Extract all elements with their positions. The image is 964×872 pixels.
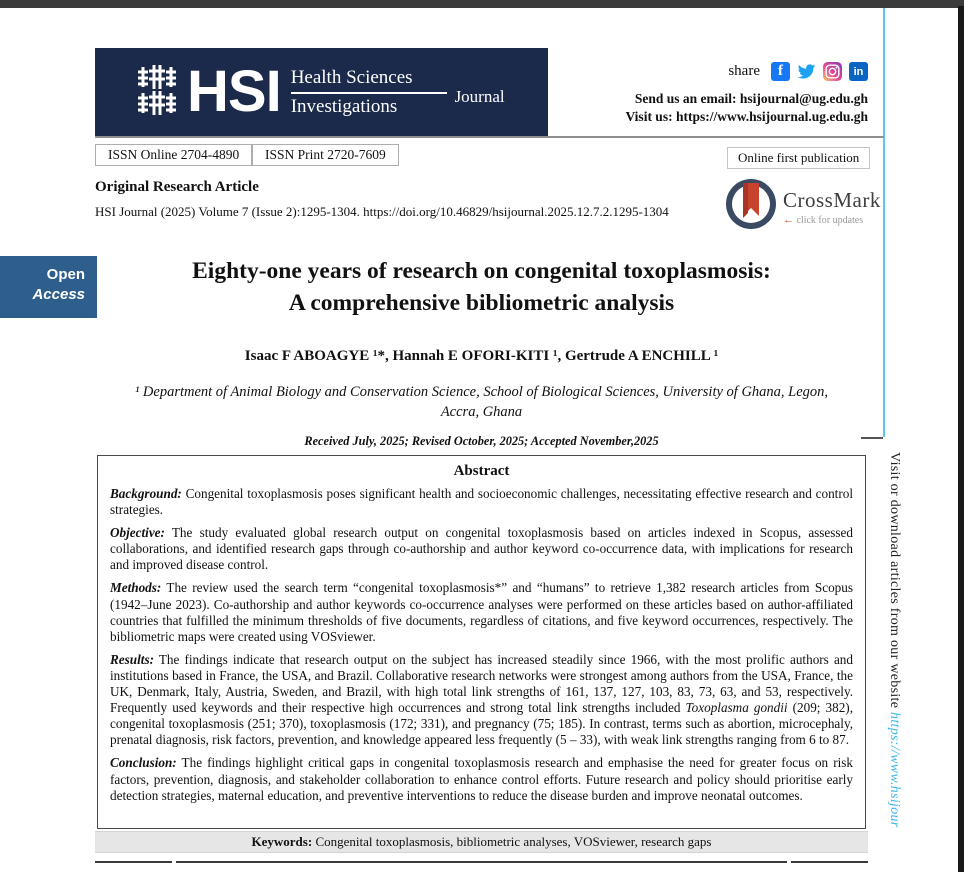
- methods-text: The review used the search term “congenital toxoplasmosis*” and “humans” to retrieve 1,382 research articles from Scopus (1942–June 2023). Co-authorship and author keywords co-occurrence analyses were performed on these articles based on author-affiliated countries that fulfilled the minimum thresholds of five documents, regardless of citations, and five keyword occurrences, respectively. The bibliometric maps were created using VOSviewer.: [110, 580, 853, 644]
- footer-rule-segment: [176, 861, 787, 863]
- objective-text: The study evaluated global research output on congenital toxoplasmosis based on articles indexed in Scopus, assessed collaborations, and identified research gaps through co-authorship and author keyword co-occurrence data, with implications for research and improved disease control.: [110, 525, 853, 573]
- issn-print-box: ISSN Print 2720-7609: [252, 144, 399, 166]
- article-title-line1: Eighty-one years of research on congenital toxoplasmosis:: [192, 258, 771, 284]
- footer-rule-segment: [95, 861, 172, 863]
- linkedin-letters: in: [853, 65, 864, 78]
- twitter-icon[interactable]: [797, 62, 816, 81]
- article-title: [95, 255, 868, 320]
- keywords-bar: [95, 831, 868, 853]
- authors-line: Isaac F ABOAGYE ¹*, Hannah E OFORI-KITI ¹, Gertrude A ENCHILL ¹: [244, 348, 719, 364]
- sidebar-vertical-label: Visit or download articles from our website: [887, 452, 902, 713]
- open-access-line1: Open: [46, 266, 85, 283]
- window-right-edge: [958, 6, 964, 872]
- crossmark-arrow-icon: ←: [783, 213, 794, 226]
- header-divider: [95, 136, 884, 138]
- instagram-icon[interactable]: [823, 62, 842, 81]
- share-label: share: [728, 63, 760, 79]
- abstract-background: [110, 486, 853, 518]
- abstract-results: [110, 652, 853, 749]
- background-text: Congenital toxoplasmosis poses significant health and socioeconomic challenges, necessitating effective research and control strategies.: [110, 486, 853, 518]
- hsi-logo-icon: [135, 63, 179, 122]
- keywords-text: Congenital toxoplasmosis, bibliometric analyses, VOSviewer, research gaps: [312, 834, 712, 849]
- open-access-line2: Access: [32, 286, 85, 303]
- journal-name-line1: Health Sciences: [291, 67, 447, 94]
- keywords-label: Keywords:: [251, 834, 313, 849]
- abstract-heading: Abstract: [453, 463, 510, 479]
- conclusion-label: Conclusion:: [110, 755, 177, 771]
- crossmark-wordmark: CrossMark: [783, 187, 881, 212]
- affiliation-line: ¹ Department of Animal Biology and Conservation Science, School of Biological Sciences, University of Ghana, Legon, Accra, Ghana: [134, 384, 829, 420]
- crossmark-texts: [783, 188, 881, 226]
- objective-label: Objective:: [110, 525, 165, 541]
- window-top-bar: [0, 0, 964, 8]
- received-revised-accepted: Received July, 2025; Revised October, 2025; Accepted November,2025: [304, 434, 659, 448]
- crossmark-widget[interactable]: [725, 178, 881, 235]
- abstract-box: [97, 455, 866, 829]
- results-species-italic: Toxoplasma gondii: [685, 700, 788, 716]
- results-text-2: (209; 382), congenital toxoplasmosis (251; 370), toxoplasmosis (172; 331), and pregnancy (75; 185). In contrast, terms such as abortion, microcephaly, prenatal diagnosis, risk factors, prevention, and knowledge appeared less frequently (5 – 33), with weak link strengths ranging from 6 to 87.: [110, 700, 853, 748]
- sidebar-accent-line: [883, 8, 885, 437]
- results-label: Results:: [110, 651, 154, 667]
- share-row: [728, 62, 868, 81]
- facebook-letter: f: [778, 63, 783, 79]
- journal-suffix: Journal: [454, 87, 505, 106]
- methods-label: Methods:: [110, 580, 162, 596]
- article-type-heading: Original Research Article: [95, 179, 259, 195]
- abstract-objective: [110, 525, 853, 573]
- conclusion-text: The findings highlight critical gaps in congenital toxoplasmosis research and emphasise the need for greater focus on risk factors, prevention, diagnosis, and stakeholder collaboration to enhance control efforts. Future research and policy should prioritise early detection strategies, maternal education, and preventive interventions to reduce the disease burden and improve neonatal outcomes.: [110, 755, 853, 803]
- citation-doi-line[interactable]: HSI Journal (2025) Volume 7 (Issue 2):1295-1304. https://doi.org/10.46829/hsijournal.2025.12.7.2.1295-1304: [95, 204, 669, 219]
- abstract-conclusion: [110, 755, 853, 803]
- results-text-1: The findings indicate that research output on the subject has increased steadily since 1966, with the most prolific authors and institutions based in France, the USA, and Brazil. Collaborative research networks were strongest among authors from the USA, France, the UK, Denmark, Italy, Austria, Sweden, and Brazil, with high total link strengths of 161, 137, 127, 103, 83, 73, 63, and 53, respectively. Frequently used keywords and their respective high occurrences and strong total link strengths included: [110, 651, 853, 716]
- facebook-icon[interactable]: [771, 62, 790, 81]
- journal-acronym: HSI: [187, 59, 281, 124]
- footer-rule-segment: [791, 861, 868, 863]
- online-first-publication-box: Online first publication: [727, 147, 870, 169]
- crossmark-tagline-text: click for updates: [794, 214, 864, 226]
- article-title-line2: A comprehensive bibliometric analysis: [288, 290, 675, 317]
- background-label: Background:: [110, 486, 182, 501]
- abstract-methods: [110, 580, 853, 644]
- issn-online-box: ISSN Online 2704-4890: [95, 144, 252, 166]
- open-access-badge: [0, 256, 97, 318]
- contact-email[interactable]: Send us an email: hsijournal@ug.edu.gh: [634, 91, 868, 106]
- contact-website[interactable]: Visit us: https://www.hsijournal.ug.edu.gh: [625, 109, 868, 124]
- sidebar-vertical-text: [876, 452, 902, 872]
- crossmark-logo-icon: [725, 178, 777, 235]
- journal-name-line2: Investigations: [290, 95, 398, 117]
- journal-name: [291, 67, 447, 118]
- sidebar-website-link[interactable]: https://www.hsijour: [887, 712, 902, 828]
- journal-logo-banner: [95, 48, 548, 136]
- crossmark-tagline: [783, 214, 881, 226]
- linkedin-icon[interactable]: [849, 62, 868, 81]
